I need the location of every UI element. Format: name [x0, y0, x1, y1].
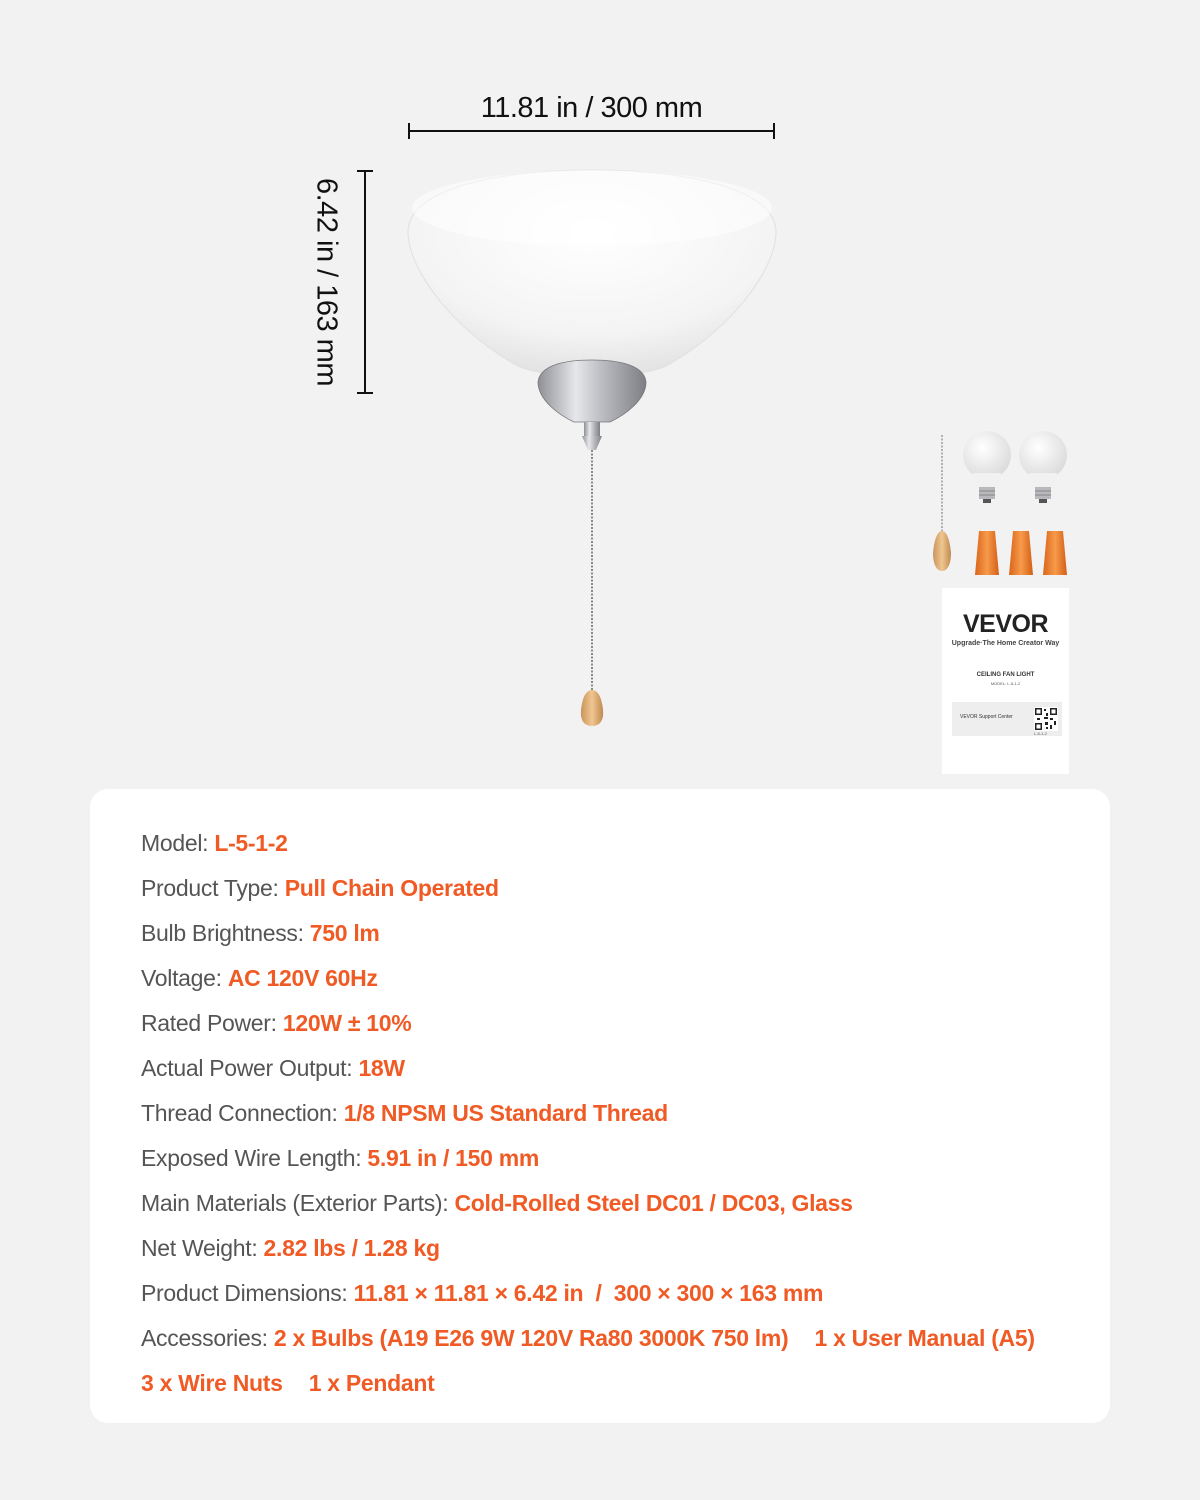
manual-brand-logo: VEVOR	[962, 610, 1049, 638]
spec-value: 750 lm	[309, 920, 380, 946]
specifications-panel	[90, 789, 1110, 1423]
manual-model-line: MODEL: L-5-1-2	[990, 681, 1021, 686]
spec-row-dimensions	[141, 1275, 1035, 1320]
manual-support-text: VEVOR Support Center	[960, 714, 1013, 720]
width-dimension-tick-left	[408, 123, 410, 139]
spec-label: Net Weight:	[141, 1235, 258, 1261]
width-dimension-tick-right	[773, 123, 775, 139]
height-dimension-tick-bottom	[357, 392, 373, 394]
spec-label: Bulb Brightness:	[141, 920, 304, 946]
bulb-2	[1019, 431, 1067, 503]
wooden-pendant	[581, 690, 603, 726]
spec-row-rated-power	[141, 1005, 1035, 1050]
accessory-item: 1 x User Manual (A5)	[814, 1325, 1035, 1351]
spec-value: 18W	[358, 1055, 405, 1081]
spec-label: Thread Connection:	[141, 1100, 338, 1126]
spec-value: 1/8 NPSM US Standard Thread	[343, 1100, 668, 1126]
spec-row-net-weight	[141, 1230, 1035, 1275]
accessories-image	[925, 425, 1075, 585]
spec-value: L-5-1-2	[214, 830, 288, 856]
spec-label: Model:	[141, 830, 209, 856]
spec-row-thread-connection	[141, 1095, 1035, 1140]
height-dimension-tick-top	[357, 170, 373, 172]
ceiling-light-image	[400, 160, 785, 730]
spec-row-accessories	[141, 1320, 1035, 1365]
qr-code-icon	[1034, 707, 1058, 731]
width-dimension-line	[408, 130, 775, 132]
spec-label: Rated Power:	[141, 1010, 277, 1036]
wire-nut-3	[1043, 531, 1067, 575]
spec-row-voltage	[141, 960, 1035, 1005]
spec-value: 120W ± 10%	[282, 1010, 412, 1036]
metal-cap	[538, 360, 646, 422]
spec-row-actual-power	[141, 1050, 1035, 1095]
wire-nut-2	[1009, 531, 1033, 575]
spec-row-product-type	[141, 870, 1035, 915]
spec-row-accessories-cont	[141, 1365, 1035, 1410]
spec-label: Exposed Wire Length:	[141, 1145, 362, 1171]
spec-label: Accessories:	[141, 1325, 268, 1351]
height-dimension-line	[364, 170, 366, 394]
spec-label: Main Materials (Exterior Parts):	[141, 1190, 449, 1216]
spec-value: 5.91 in / 150 mm	[367, 1145, 540, 1171]
spec-label: Voltage:	[141, 965, 222, 991]
user-manual-image	[942, 588, 1069, 774]
manual-tagline: Upgrade·The Home Creator Way	[951, 640, 1060, 647]
accessory-item: 1 x Pendant	[308, 1370, 435, 1396]
spec-value: 2.82 lbs / 1.28 kg	[263, 1235, 440, 1261]
spec-row-bulb-brightness	[141, 915, 1035, 960]
spec-label: Product Type:	[141, 875, 279, 901]
spec-row-model	[141, 825, 1035, 870]
wire-nut-1	[975, 531, 999, 575]
height-dimension-label: 6.42 in / 163 mm	[310, 178, 343, 386]
spec-row-wire-length	[141, 1140, 1035, 1185]
manual-code: L-5-1-2	[1034, 731, 1047, 736]
accessory-item: 2 x Bulbs (A19 E26 9W 120V Ra80 3000K 750 lm)	[273, 1325, 789, 1351]
spec-value: Cold-Rolled Steel DC01 / DC03, Glass	[454, 1190, 853, 1216]
spec-label: Product Dimensions:	[141, 1280, 348, 1306]
spec-list	[141, 825, 1035, 1410]
spec-value: AC 120V 60Hz	[227, 965, 378, 991]
manual-title: CEILING FAN LIGHT	[976, 672, 1035, 678]
spec-value: 11.81 × 11.81 × 6.42 in / 300 × 300 × 163 mm	[353, 1280, 824, 1306]
bulb-1	[963, 431, 1011, 503]
spare-pendant	[933, 531, 951, 571]
spec-value: Pull Chain Operated	[284, 875, 499, 901]
spec-label: Actual Power Output:	[141, 1055, 353, 1081]
width-dimension-label: 11.81 in / 300 mm	[480, 92, 703, 124]
spec-row-materials	[141, 1185, 1035, 1230]
accessory-item: 3 x Wire Nuts	[141, 1370, 283, 1396]
